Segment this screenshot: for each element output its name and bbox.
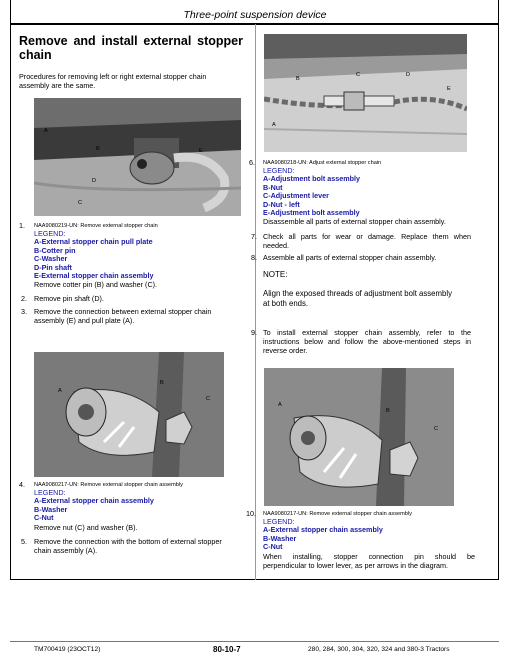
step4-legend	[34, 489, 244, 532]
note-line2: at both ends.	[263, 298, 309, 308]
step1-legend-b: B-Cotter pin	[34, 245, 76, 255]
step3-line2: assembly (E) and pull plate (A).	[34, 316, 135, 325]
step1-number: 1.	[19, 221, 25, 230]
column-divider	[255, 24, 256, 580]
step1-legend-e: E-External stopper chain assembly	[34, 271, 154, 281]
step3-line1: Remove the connection between external stopper chain	[34, 307, 212, 316]
step5-number: 5.	[21, 537, 27, 546]
step1-legend-d: D-Pin shaft	[34, 262, 72, 272]
photo2-callout-d: D	[406, 72, 411, 78]
step6-legend	[263, 167, 473, 226]
footer-page-number: 80-10-7	[213, 645, 241, 654]
step10-instruction-line2: perpendicular to lower lever, as per arrows in the diagram.	[263, 560, 448, 570]
step10-instruction-line1: When installing, stopper connection pin should be	[263, 551, 475, 561]
step9-number: 9.	[251, 328, 257, 337]
step5-text	[34, 537, 244, 555]
step10-legend-a: A-External stopper chain assembly	[263, 525, 383, 535]
step9-text	[263, 328, 471, 355]
step6-caption: NAA9080218-UN: Adjust external stopper chain	[263, 160, 382, 166]
section-title	[19, 34, 243, 62]
step6-legend-d: D-Nut - left	[263, 199, 300, 209]
step1-legend-title: LEGEND:	[34, 229, 66, 238]
step4-legend-b: B-Washer	[34, 504, 68, 514]
step4-caption: NAA9080217-UN: Remove external stopper chain assembly	[34, 482, 183, 488]
step6-legend-e: E-Adjustment bolt assembly	[263, 208, 360, 218]
photo-adjust-stopper-chain	[264, 34, 467, 152]
step1-legend	[34, 230, 244, 289]
step7-number: 7.	[251, 232, 257, 241]
step10-number: 10.	[246, 509, 256, 518]
step3-number: 3.	[21, 307, 27, 316]
step2-text: Remove pin shaft (D).	[34, 294, 104, 303]
photo-remove-chain-assembly-left	[34, 352, 224, 477]
step5-line1: Remove the connection with the bottom of external stopper	[34, 537, 222, 546]
step9-line1: To install external stopper chain assembly, refer to the	[263, 328, 471, 337]
step7-line1: Check all parts for wear or damage. Replace them when	[263, 232, 471, 241]
header-left-border	[10, 0, 11, 24]
photo2-callout-b: B	[296, 76, 300, 82]
step4-instruction: Remove nut (C) and washer (B).	[34, 522, 138, 532]
step10-legend-c: C-Nut	[263, 542, 283, 552]
photo2-callout-e: E	[447, 86, 451, 92]
intro-line1: Procedures for removing left or right external stopper chain	[19, 72, 207, 81]
page-header-title: Three-point suspension device	[183, 9, 327, 21]
step10-legend	[263, 518, 475, 570]
step7-line2: needed.	[263, 241, 289, 250]
photo-install-chain-assembly	[264, 368, 454, 506]
step10-legend-b: B-Washer	[263, 533, 297, 543]
note-line1: Align the exposed threads of adjustment bolt assembly	[263, 289, 452, 298]
step3-text	[34, 307, 242, 325]
step1-legend-c: C-Washer	[34, 254, 68, 264]
step8-number: 8.	[251, 253, 257, 262]
photo1-callout-e: E	[199, 148, 203, 154]
photo3-callout-c: C	[206, 396, 211, 402]
step4-legend-title: LEGEND:	[34, 488, 66, 497]
step6-legend-b: B-Nut	[263, 182, 283, 192]
step7-text	[263, 232, 471, 250]
step6-legend-a: A-Adjustment bolt assembly	[263, 174, 361, 184]
photo4-callout-a: A	[278, 402, 282, 408]
step6-legend-title: LEGEND:	[263, 166, 295, 175]
photo4-callout-c: C	[434, 426, 439, 432]
step8-text: Assemble all parts of external stopper chain assembly.	[263, 253, 437, 262]
photo3-callout-a: A	[58, 388, 62, 394]
photo3-callout-b: B	[160, 380, 164, 386]
photo1-callout-a: A	[44, 128, 48, 134]
footer-doc-id: TM700419 (23OCT12)	[34, 646, 101, 653]
note-label: NOTE:	[263, 270, 288, 279]
photo1-callout-b: B	[96, 146, 100, 152]
photo4-callout-b: B	[386, 408, 390, 414]
step10-legend-title: LEGEND:	[263, 517, 295, 526]
step4-legend-c: C-Nut	[34, 513, 54, 523]
section-title-line2: chain	[19, 48, 52, 62]
photo2-callout-c: C	[356, 72, 361, 78]
step6-legend-c: C-Adjustment lever	[263, 191, 329, 201]
step1-instruction: Remove cotter pin (B) and washer (C).	[34, 280, 158, 290]
note-text	[263, 289, 475, 308]
photo-remove-stopper-chain	[34, 98, 241, 216]
section-intro	[19, 72, 241, 90]
photo1-callout-c: C	[78, 200, 83, 206]
photo1-callout-d: D	[92, 178, 97, 184]
step2-number: 2.	[21, 294, 27, 303]
step9-line2: instructions below and follow the above-mentioned steps in	[263, 337, 471, 346]
footer-models: 280, 284, 300, 304, 320, 324 and 380-3 Tractors	[308, 646, 450, 653]
step1-legend-a: A-External stopper chain pull plate	[34, 237, 153, 247]
step4-legend-a: A-External stopper chain assembly	[34, 496, 154, 506]
step6-number: 6.	[249, 158, 255, 167]
step9-line3: reverse order.	[263, 346, 308, 355]
photo2-callout-a: A	[272, 122, 276, 128]
header-right-border	[498, 0, 499, 24]
step6-instruction: Disassemble all parts of external stopper chain assembly.	[263, 217, 446, 227]
step5-line2: chain assembly (A).	[34, 546, 98, 555]
step10-caption: NAA9080217-UN: Remove external stopper chain assembly	[263, 511, 412, 517]
footer-rule	[10, 641, 499, 642]
section-title-line1: Remove and install external stopper	[19, 34, 243, 48]
step4-number: 4.	[19, 480, 25, 489]
intro-line2: assembly are the same.	[19, 81, 96, 90]
step1-caption: NAA9080219-UN: Remove external stopper chain	[34, 223, 158, 229]
